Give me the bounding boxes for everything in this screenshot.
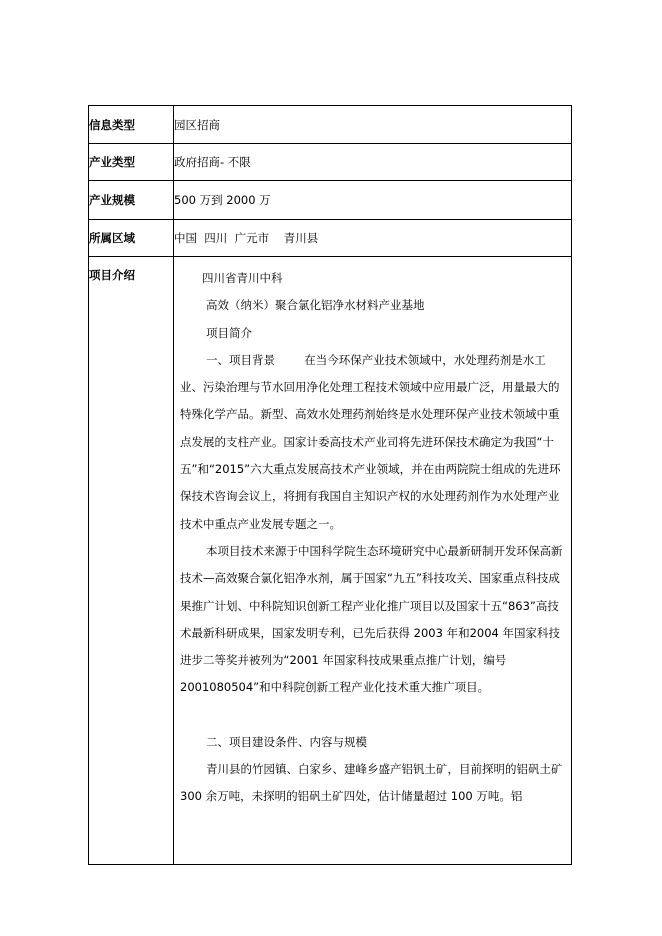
project-intro-content — [174, 257, 571, 811]
intro-background-paragraph: 一、项目背景 在当今环保产业技术领域中，水处理药剂是水工业、污染治理与节水回用净化处理工程技术领域中应用最广泛，用量最大的特殊化学产品。新型、高效水处理药剂始终是水处理环保产业技术领域中重点发展的支柱产业。国家计委高技术产业司将先进环保技术确定为我国“十五”和“2015”六大重点发展高技术产业领域，并在由两院院士组成的先进环保技术咨询会议上，将拥有我国自主知识产权的水处理药剂作为水处理产业技术中重点产业发展专题之一。 — [180, 352, 561, 531]
industry-type-label: 产业类型 — [89, 144, 174, 181]
project-intro-cell — [174, 257, 572, 865]
intro-project-title: 高效（纳米）聚合氯化铝净水材料产业基地 — [206, 298, 425, 313]
industry-scale-value: 500 万到 2000 万 — [174, 181, 572, 220]
info-type-label: 信息类型 — [89, 106, 174, 144]
intro-resource-paragraph: 青川县的竹园镇、白家乡、建峰乡盛产铝钒土矿，目前探明的铝矾土矿 300 余万吨，未探明的铝矾土矿四处，估计储量超过 100 万吨。铝 — [180, 762, 563, 804]
intro-org: 四川省青川中科 — [202, 271, 283, 285]
intro-section2-heading: 二、项目建设条件、内容与规模 — [206, 734, 367, 749]
project-intro-label: 项目介绍 — [89, 257, 174, 865]
region-row — [89, 220, 572, 257]
intro-technology-paragraph: 本项目技术来源于中国科学院生态环境研究中心最新研制开发环保高新技术—高效聚合氯化铝净水剂，属于国家“九五”科技攻关、国家重点科技成果推广计划、中科院知识创新工程产业化推广项目以及国家十五“863”高技术最新科研成果，国家发明专利，已先后获得 2003 年和2004 年国家科技进步二等奖并被列为“2001 年国家科技成果重点推广计划，编号 2001080504”和中科院创新工程产业化技术重大推广项目。 — [180, 543, 563, 695]
industry-scale-label: 产业规模 — [89, 181, 174, 220]
region-value: 中国 四川 广元市 青川县 — [174, 220, 572, 257]
project-intro-row — [89, 257, 572, 865]
industry-scale-row — [89, 181, 572, 220]
info-type-value: 园区招商 — [174, 106, 572, 144]
intro-summary-heading: 项目简介 — [206, 325, 252, 340]
info-row-type — [89, 106, 572, 144]
industry-type-value: 政府招商- 不限 — [174, 144, 572, 181]
industry-type-row — [89, 144, 572, 181]
region-label: 所属区域 — [89, 220, 174, 257]
paragraph-gap — [180, 702, 565, 729]
project-info-table — [88, 105, 572, 865]
